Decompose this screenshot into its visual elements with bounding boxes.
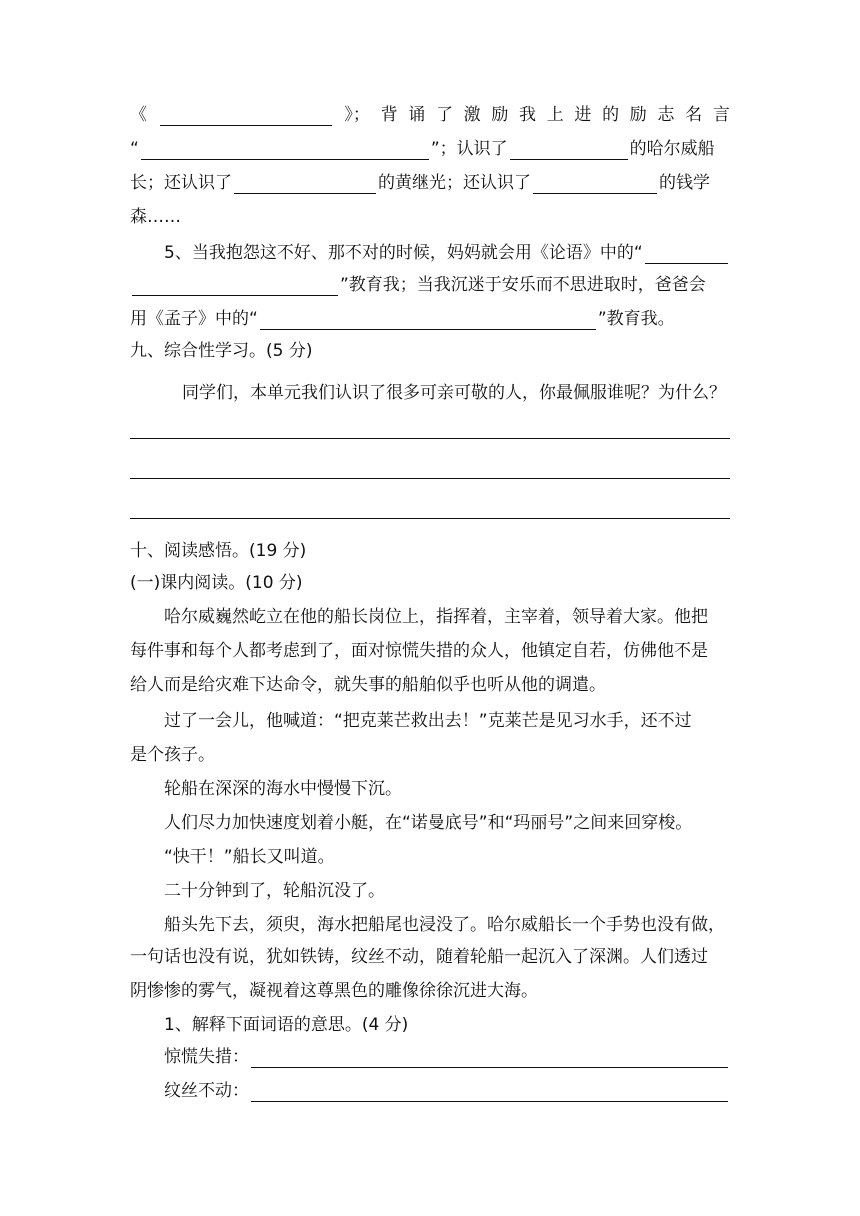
book-title-close: 》；	[344, 105, 370, 125]
lunyu-blank-a[interactable]	[645, 243, 728, 264]
char: 诵	[408, 105, 426, 125]
passage-line: 一句话也没有说，犹如铁铸，纹丝不动，随着轮船一起沉入了深渊。人们透过	[130, 947, 708, 967]
term-answer-blank[interactable]	[251, 1047, 728, 1068]
term-label: 纹丝不动：	[164, 1081, 249, 1101]
term-row	[164, 1074, 730, 1108]
term-row	[164, 1040, 730, 1074]
passage-line: 人们尽力加快速度划着小艇，在“诺曼底号”和“玛丽号”之间来回穿梭。	[164, 813, 693, 833]
q4-line-4: 森……	[130, 207, 181, 227]
char: 激	[463, 105, 481, 125]
section-9-title: 九、综合性学习。(5 分)	[130, 341, 313, 361]
passage-line: 给人而是给灾难下达命令，就失事的船舶似乎也听从他的调遣。	[130, 675, 606, 695]
lunyu-blank-b[interactable]	[132, 275, 338, 296]
answer-line[interactable]	[130, 438, 730, 439]
char: 我	[519, 105, 536, 125]
char: 励	[629, 105, 647, 125]
char: 的	[602, 105, 620, 125]
passage-line: 每件事和每个人都考虑到了，面对惊慌失措的众人，他镇定自若，仿佛他不是	[130, 641, 708, 661]
term-answer-blank[interactable]	[251, 1081, 728, 1102]
q5-text: ”教育我。	[597, 309, 675, 329]
q4-text: ”；认识了	[430, 139, 508, 159]
passage-line: 哈尔威巍然屹立在他的船长岗位上，指挥着，主宰着，领导着大家。他把	[164, 607, 708, 627]
char: 了	[435, 105, 453, 125]
book-title-blank[interactable]	[160, 105, 332, 126]
section-10-title: 十、阅读感悟。(19 分)	[130, 541, 307, 561]
q5-line-3	[130, 302, 730, 336]
term-label: 惊慌失措：	[164, 1047, 249, 1067]
q4-text: 长；还认识了	[130, 173, 232, 193]
char: 进	[574, 105, 592, 125]
char: 励	[491, 105, 509, 125]
char: 言	[712, 105, 730, 125]
passage-line: 是个孩子。	[130, 745, 215, 765]
q5-line-1	[164, 236, 730, 270]
char: 名	[685, 105, 703, 125]
q5-text: ”教育我；当我沉迷于安乐而不思进取时，爸爸会	[340, 275, 706, 295]
qian-blank[interactable]	[533, 173, 657, 194]
q4-line-2	[130, 132, 730, 166]
question-1: 1、解释下面词语的意思。(4 分)	[164, 1015, 409, 1035]
passage-line: 轮船在深深的海水中慢慢下沉。	[164, 779, 402, 799]
passage-line: 阴惨惨的雾气，凝视着这尊黑色的雕像徐徐沉进大海。	[130, 981, 538, 1001]
q4-line-3	[130, 166, 730, 200]
passage-line: “快干！”船长又叫道。	[164, 847, 335, 867]
subsection-title: (一)课内阅读。(10 分)	[130, 573, 303, 593]
huang-blank[interactable]	[234, 173, 376, 194]
char: 背	[380, 105, 398, 125]
char: 志	[657, 105, 675, 125]
q5-text: 5、当我抱怨这不好、那不对的时候，妈妈就会用《论语》中的“	[164, 243, 643, 263]
passage-line: 二十分钟到了，轮船沉没了。	[164, 881, 385, 901]
section-9-prompt: 同学们，本单元我们认识了很多可亲可敬的人，你最佩服谁呢？为什么？	[182, 383, 726, 403]
q4-text: 的钱学	[659, 173, 710, 193]
answer-line[interactable]	[130, 478, 730, 479]
q4-line-1	[130, 98, 730, 132]
passage-line: 船头先下去，须臾，海水把船尾也浸没了。哈尔威船长一个手势也没有做，	[164, 915, 725, 935]
answer-line[interactable]	[130, 518, 730, 519]
passage-line: 过了一会儿，他喊道：“把克莱芒救出去！”克莱芒是见习水手，还不过	[164, 711, 692, 731]
quote-open: “	[130, 139, 139, 159]
book-title-open: 《	[130, 105, 147, 125]
motto-blank[interactable]	[141, 139, 429, 160]
q4-text: 的黄继光；还认识了	[378, 173, 531, 193]
mengzi-blank[interactable]	[260, 309, 596, 330]
q5-text: 用《孟子》中的“	[130, 309, 258, 329]
char: 上	[546, 105, 564, 125]
q5-line-2	[130, 268, 730, 302]
q4-text: 的哈尔威船	[629, 139, 715, 159]
haerwei-blank[interactable]	[510, 139, 628, 160]
